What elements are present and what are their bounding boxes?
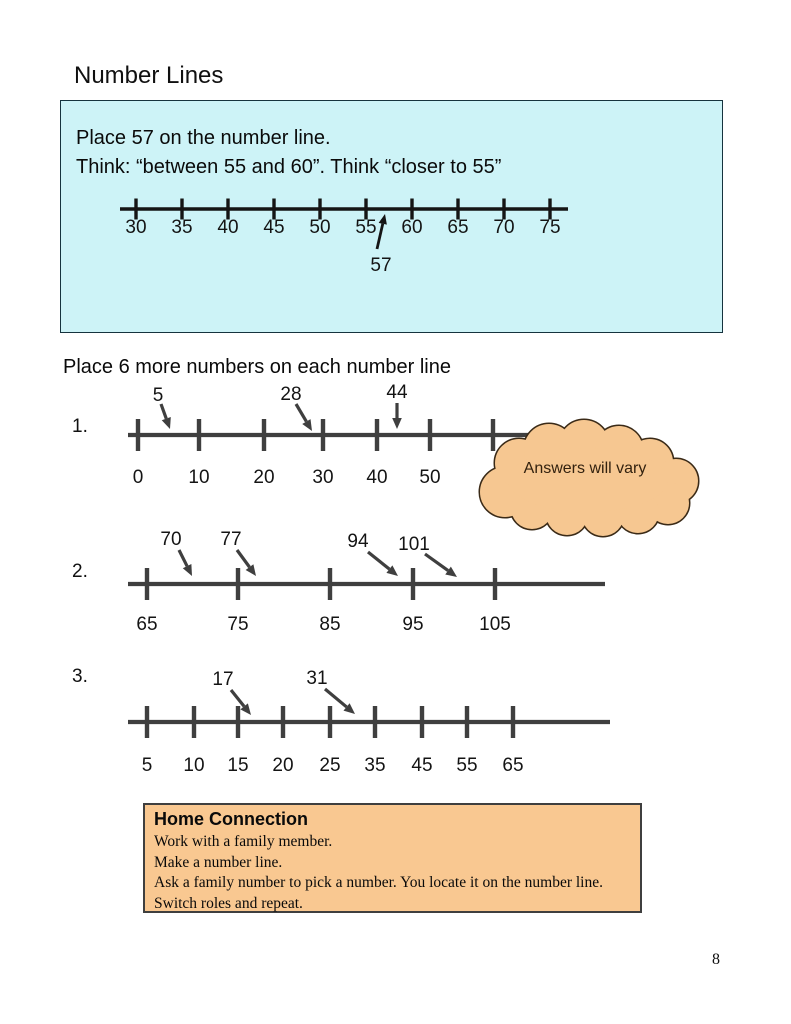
example-numberline	[120, 199, 568, 250]
pointer-arrow-head	[162, 417, 171, 429]
home-connection-line: Work with a family member.	[154, 833, 333, 850]
tick-label: 85	[319, 614, 341, 635]
home-connection-line: Switch roles and repeat.	[154, 894, 303, 912]
placed-number-label: 28	[280, 384, 302, 405]
pointer-arrow-head	[392, 418, 402, 429]
tick-label: 35	[171, 217, 193, 238]
numberline-3	[128, 689, 610, 738]
tick-label: 10	[183, 755, 205, 776]
page-number: 8	[712, 951, 720, 968]
tick-label: 10	[188, 467, 210, 488]
item-number-3: 3.	[72, 666, 88, 687]
tick-label: 25	[319, 755, 341, 776]
tick-label: 75	[227, 614, 249, 635]
tick-label: 0	[132, 467, 144, 488]
tick-label: 95	[402, 614, 424, 635]
tick-label: 30	[125, 217, 147, 238]
tick-label: 60	[401, 217, 423, 238]
pointer-arrow-head	[379, 214, 387, 225]
tick-label: 65	[447, 217, 469, 238]
placed-number-label: 94	[347, 531, 369, 552]
tick-label: 35	[364, 755, 386, 776]
tick-label: 70	[493, 217, 515, 238]
practice-instruction: Place 6 more numbers on each number line	[63, 356, 451, 378]
placed-number-label: 17	[212, 669, 234, 690]
pointer-arrow-shaft	[161, 404, 166, 419]
placed-number-label: 101	[398, 534, 430, 555]
tick-label: 5	[141, 755, 153, 776]
pointer-arrow-shaft	[325, 689, 347, 707]
pointer-arrow-shaft	[237, 550, 250, 567]
pointer-arrow-shaft	[377, 224, 383, 249]
placed-number-label: 31	[306, 668, 328, 689]
placed-number-label: 77	[220, 529, 242, 550]
tick-label: 50	[309, 217, 331, 238]
pointer-arrow-shaft	[296, 404, 306, 422]
tick-label: 45	[263, 217, 285, 238]
home-connection-line: Make a number line.	[154, 853, 283, 871]
tick-label: 20	[253, 467, 275, 488]
tick-label: 55	[456, 755, 478, 776]
numberline-2	[128, 550, 605, 600]
placed-number-label: 5	[152, 385, 164, 406]
tick-label: 40	[366, 467, 388, 488]
page-title: Number Lines	[74, 62, 224, 89]
pointer-arrow-shaft	[231, 690, 244, 706]
tick-label: 30	[312, 467, 334, 488]
pointer-arrow-shaft	[179, 550, 187, 566]
home-connection-line: Ask a family number to pick a number. You locate it on the number line.	[154, 874, 603, 891]
placed-number-label: 44	[386, 382, 408, 403]
pointer-arrow-shaft	[425, 554, 448, 571]
item-number-2: 2.	[72, 561, 88, 582]
pointer-arrow-shaft	[368, 552, 389, 569]
example-prompt-line2: Think: “between 55 and 60”. Think “closer to 55”	[76, 156, 502, 178]
tick-label: 75	[539, 217, 561, 238]
placed-number-label: 70	[160, 529, 182, 550]
tick-label: 20	[272, 755, 294, 776]
tick-label: 65	[502, 755, 524, 776]
tick-label: 40	[217, 217, 239, 238]
cloud-body-fill	[508, 448, 668, 512]
answers-cloud-text: Answers will vary	[523, 460, 647, 477]
answers-cloud-shape	[480, 420, 698, 536]
item-number-1: 1.	[72, 416, 88, 437]
example-prompt-line1: Place 57 on the number line.	[76, 127, 331, 149]
tick-label: 45	[411, 755, 433, 776]
placed-number-label: 57	[370, 255, 392, 276]
tick-label: 105	[479, 614, 511, 635]
tick-label: 50	[419, 467, 441, 488]
home-connection-title: Home Connection	[154, 809, 309, 829]
tick-label: 15	[227, 755, 249, 776]
tick-label: 65	[136, 614, 158, 635]
tick-label: 55	[355, 217, 377, 238]
